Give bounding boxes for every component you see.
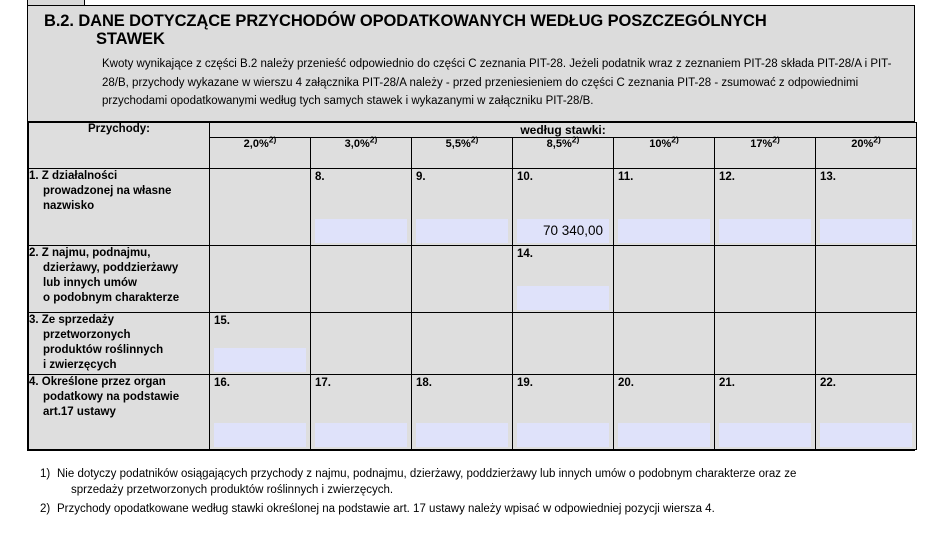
amount-input[interactable] bbox=[416, 423, 508, 447]
rate-footnote-mark: 2) bbox=[772, 134, 780, 145]
row-label-line: o podobnym charakterze bbox=[43, 292, 180, 305]
field-cell-disabled bbox=[311, 312, 412, 374]
rate-footnote-mark: 2) bbox=[369, 134, 378, 145]
amount-input[interactable] bbox=[315, 219, 407, 243]
table-row bbox=[29, 168, 917, 245]
footnotes bbox=[40, 466, 920, 519]
rate-value: 5,5% bbox=[445, 137, 471, 150]
field-cell-17[interactable] bbox=[311, 374, 412, 449]
field-number: 9. bbox=[416, 170, 426, 183]
amount-input[interactable]: 70 340,00 bbox=[517, 219, 609, 243]
field-cell-disabled bbox=[412, 312, 513, 374]
rate-value: 17% bbox=[750, 137, 773, 150]
field-cell-16[interactable] bbox=[210, 374, 311, 449]
field-cell-disabled bbox=[715, 312, 816, 374]
rate-footnote-mark: 2) bbox=[873, 134, 881, 145]
table-body bbox=[29, 168, 917, 449]
footnote-1-line1: Nie dotyczy podatników osiągających przychody z najmu, podnajmu, dzierżawy, poddzierżawy lub innych umów o podobnym charakterze oraz ze bbox=[57, 468, 797, 480]
rate-value: 8,5% bbox=[546, 137, 572, 150]
footnote-1-text bbox=[57, 466, 920, 499]
footnote-1-mark: 1) bbox=[40, 468, 51, 480]
field-number: 22. bbox=[820, 376, 836, 389]
section-title bbox=[38, 12, 904, 49]
field-cell-disabled bbox=[614, 245, 715, 312]
section-b2 bbox=[27, 5, 915, 451]
field-number: 20. bbox=[618, 376, 634, 389]
row-label-line: lub innych umów bbox=[43, 277, 137, 290]
field-cell-18[interactable] bbox=[412, 374, 513, 449]
rate-footnote-mark: 2) bbox=[470, 134, 479, 145]
field-cell-disabled bbox=[210, 168, 311, 245]
header-rate-8-5 bbox=[513, 134, 614, 168]
header-rate-2-0 bbox=[210, 134, 311, 168]
field-cell-disabled bbox=[816, 312, 917, 374]
field-number: 8. bbox=[315, 170, 325, 183]
row-label-line: 4. Określone przez organ bbox=[29, 375, 166, 388]
header-wedlug-stawki: według stawki: bbox=[210, 122, 917, 137]
field-cell-20[interactable] bbox=[614, 374, 715, 449]
field-cell-disabled bbox=[513, 312, 614, 374]
header-rate-10 bbox=[614, 134, 715, 168]
row-label-line: nazwisko bbox=[43, 200, 95, 213]
row-label-line: podatkowy na podstawie bbox=[43, 390, 180, 403]
row-label-1 bbox=[29, 168, 210, 245]
field-cell-disabled bbox=[715, 245, 816, 312]
amount-input[interactable] bbox=[315, 423, 407, 447]
row-label-3 bbox=[29, 312, 210, 374]
field-number: 19. bbox=[517, 376, 533, 389]
footnote-2-mark: 2) bbox=[40, 502, 51, 515]
section-note: Kwoty wynikające z części B.2 należy przenieść odpowiednio do części C zeznania PIT-28. Jeżeli podatnik wraz z zeznaniem PIT-28 składa PIT-28/A i PIT-28/B, przychody wykazane w wierszu 4 załącznika PIT-28/A należy - przed przeniesieniem do części C zeznania PIT-28 - zsumować z odpowiednimi przychodami opodatkowanymi według tych samych stawek i wykazanymi w załączniku PIT-28/B. bbox=[102, 57, 892, 108]
amount-input[interactable] bbox=[214, 423, 306, 447]
field-number: 11. bbox=[618, 170, 634, 183]
row-label-line: produktów roślinnych bbox=[43, 344, 164, 357]
footnote-2-text: Przychody opodatkowane według stawki określonej na podstawie art. 17 ustawy należy wpisać w odpowiedniej pozycji wiersza 4. bbox=[57, 502, 715, 515]
field-cell-disabled bbox=[614, 312, 715, 374]
field-number: 18. bbox=[416, 376, 432, 389]
table-row bbox=[29, 312, 917, 374]
row-label-line: dzierżawy, poddzierżawy bbox=[43, 261, 179, 274]
amount-input[interactable] bbox=[820, 423, 912, 447]
footnote-2 bbox=[40, 501, 920, 517]
rate-value: 2,0% bbox=[243, 137, 269, 150]
footnote-1-line2: sprzedaży przetworzonych produktów roślinnych i zwierzęcych. bbox=[71, 484, 394, 497]
table-row bbox=[29, 374, 917, 449]
field-number: 14. bbox=[517, 247, 533, 260]
row-label-line: i zwierzęcych bbox=[43, 359, 117, 372]
field-number: 12. bbox=[719, 170, 735, 183]
section-title-line1: B.2. DANE DOTYCZĄCE PRZYCHODÓW OPODATKOWANYCH WEDŁUG POSZCZEGÓLNYCH bbox=[44, 12, 767, 30]
row-label-4 bbox=[29, 374, 210, 449]
row-label-line: 3. Ze sprzedaży bbox=[29, 313, 115, 326]
field-cell-8[interactable] bbox=[311, 168, 412, 245]
footnote-1 bbox=[40, 466, 920, 499]
field-number: 13. bbox=[820, 170, 836, 183]
row-label-line: art.17 ustawy bbox=[43, 405, 116, 418]
field-cell-15[interactable] bbox=[210, 312, 311, 374]
rate-value: 10% bbox=[649, 137, 672, 150]
header-przychody: Przychody: bbox=[29, 122, 210, 168]
field-cell-disabled bbox=[311, 245, 412, 312]
amount-input[interactable] bbox=[719, 423, 811, 447]
amount-input[interactable] bbox=[517, 423, 609, 447]
amount-input[interactable] bbox=[820, 219, 912, 243]
header-rate-20 bbox=[816, 134, 917, 168]
field-cell-21[interactable] bbox=[715, 374, 816, 449]
amount-input[interactable] bbox=[719, 219, 811, 243]
amount-input[interactable] bbox=[517, 286, 609, 310]
row-label-line: przetworzonych bbox=[43, 328, 131, 341]
field-number: 17. bbox=[315, 376, 331, 389]
row-label-line: 2. Z najmu, podnajmu, bbox=[29, 246, 151, 259]
rate-value: 3,0% bbox=[344, 137, 370, 150]
field-cell-12[interactable] bbox=[715, 168, 816, 245]
amount-input[interactable] bbox=[618, 219, 710, 243]
row-label-line: prowadzonej na własne bbox=[43, 184, 172, 197]
field-cell-disabled bbox=[412, 245, 513, 312]
field-cell-19[interactable] bbox=[513, 374, 614, 449]
amount-input[interactable] bbox=[416, 219, 508, 243]
field-cell-disabled bbox=[210, 245, 311, 312]
table-row bbox=[29, 245, 917, 312]
section-header bbox=[28, 6, 914, 122]
rate-footnote-mark: 2) bbox=[571, 134, 580, 145]
header-rate-17 bbox=[715, 134, 816, 168]
field-cell-9[interactable] bbox=[412, 168, 513, 245]
field-cell-10[interactable] bbox=[513, 168, 614, 245]
field-number: 10. bbox=[517, 170, 533, 183]
field-cell-11[interactable] bbox=[614, 168, 715, 245]
row-label-2 bbox=[29, 245, 210, 312]
field-number: 15. bbox=[214, 314, 230, 327]
header-rate-5-5 bbox=[412, 134, 513, 168]
rate-footnote-mark: 2) bbox=[671, 134, 679, 145]
income-rates-table bbox=[28, 122, 917, 450]
table-head bbox=[29, 122, 917, 168]
field-cell-disabled bbox=[816, 245, 917, 312]
field-cell-22[interactable] bbox=[816, 374, 917, 449]
rate-footnote-mark: 2) bbox=[268, 134, 277, 145]
amount-input[interactable] bbox=[618, 423, 710, 447]
section-title-line2: STAWEK bbox=[96, 30, 165, 49]
field-number: 21. bbox=[719, 376, 735, 389]
field-number: 16. bbox=[214, 376, 230, 389]
rate-value: 20% bbox=[851, 137, 874, 150]
field-cell-14[interactable] bbox=[513, 245, 614, 312]
field-cell-13[interactable] bbox=[816, 168, 917, 245]
row-label-line: 1. Z działalności bbox=[29, 169, 118, 182]
header-rate-3-0 bbox=[311, 134, 412, 168]
amount-input[interactable] bbox=[214, 348, 306, 372]
